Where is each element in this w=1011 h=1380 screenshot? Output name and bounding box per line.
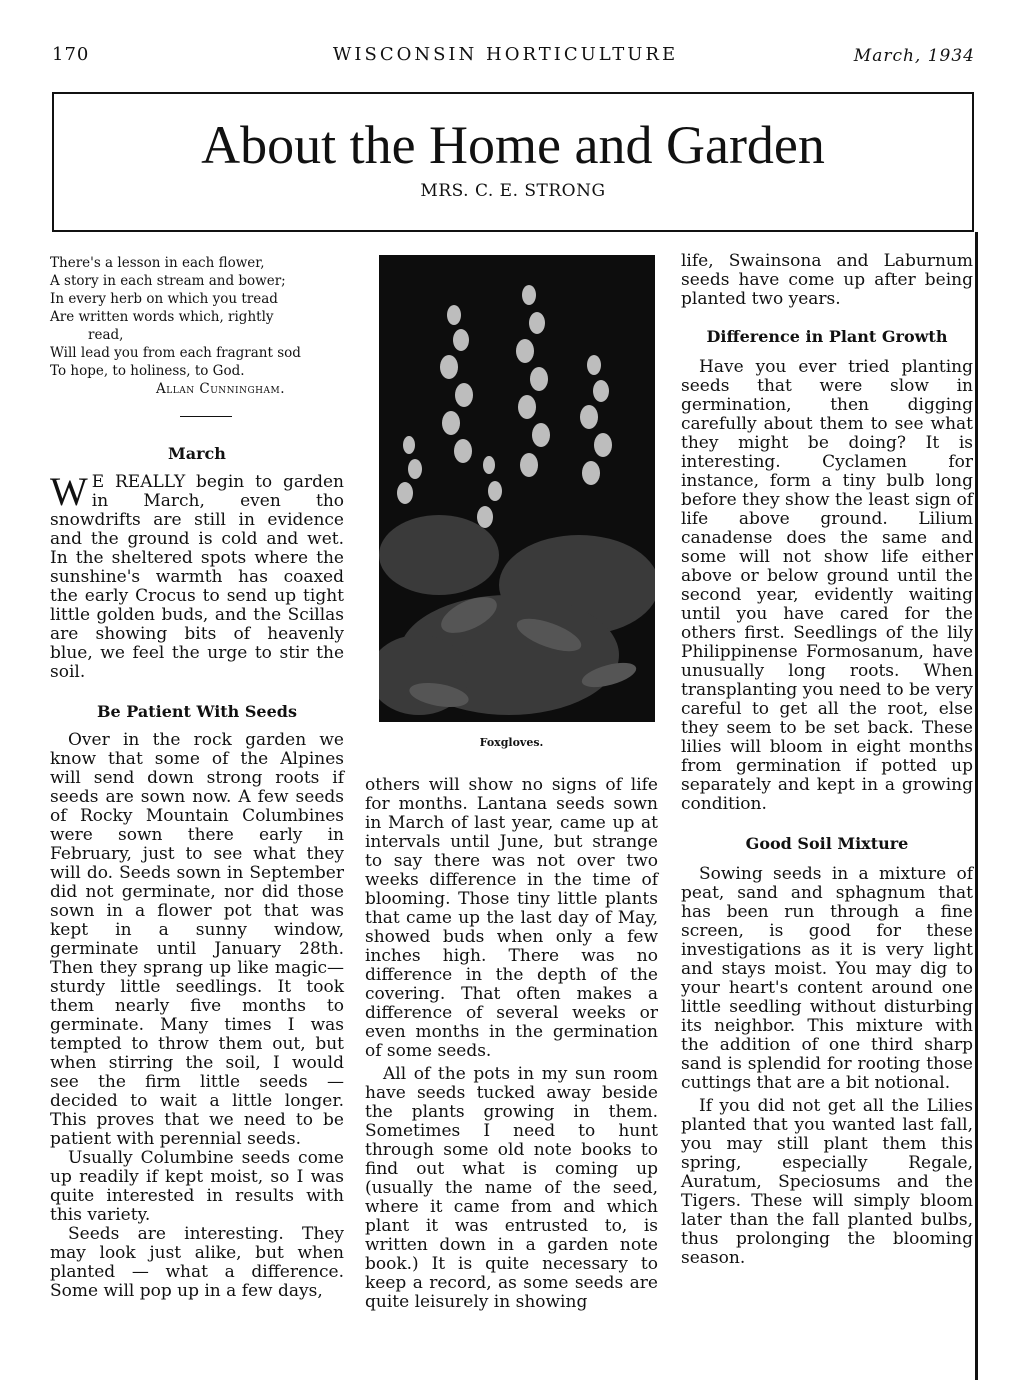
issue-date: March, 1934 <box>853 46 975 66</box>
page-number: 170 <box>52 44 90 65</box>
paragraph: Usually Columbine seeds come up readily if kept moist, so I was quite interested in results with this variety. <box>50 1148 344 1225</box>
article-title: About the Home and Garden <box>201 115 825 175</box>
paragraph: All of the pots in my sun room have seeds tucked away beside the plants growing in them. Sometimes I need to hunt through some old note books to find out what is coming up (usually the name of the seed, where it came from and which plant it was entrusted to, is written down in a garden note book.) It is quite necessary to keep a record, as some seeds are quite leisurely in showing <box>365 1064 658 1312</box>
page-edge-line <box>975 232 978 1380</box>
running-title: WISCONSIN HORTICULTURE <box>332 44 679 65</box>
poem-line: In every herb on which you tread <box>50 291 278 307</box>
paragraph: Sowing seeds in a mixture of peat, sand and sphagnum that has been run through a fine screen, is good for these investigations as it is very light and stays moist. You may dig to your heart's content around one little seedling without disturbing its neighbor. This mixture with the addition of one third sharp sand is splendid for rooting those cuttings that are a bit notional. <box>681 864 973 1093</box>
drop-cap: W <box>50 469 88 514</box>
poem-line: A story in each stream and bower; <box>50 273 286 289</box>
article-author: MRS. C. E. STRONG <box>420 181 606 201</box>
paragraph: Over in the rock garden we know that some of the Alpines will send down strong roots if seeds are sown now. A few seeds of Rocky Mountain Columbines were sown there early in February, just to see what they will do. Seeds sown in September did not germinate, nor did those sown in a flower pot that was kept in a sunny window, germinate until January 28th. Then they sprang up like magic—sturdy little seedlings. It took them nearly five months to germinate. Many times I was tempted to throw them out, but when stirring the soil, I would see the firm little seeds — decided to wait a little longer. This proves that we need to be patient with perennial seeds. <box>50 730 344 1149</box>
column-middle <box>365 776 658 1312</box>
section-heading-march: March <box>168 444 226 463</box>
paragraph: Have you ever tried planting seeds that were slow in germination, then digging carefully about them to see what they might be doing? It is interesting. Cyclamen for instance, form a tiny bulb long before they show the least sign of life above ground. Lilium canadense does the same and some will not show life either above or below ground until the second year, evidently waiting until you have cared for the others first. Seedlings of the lily Philippinense Formosanum, have unusually long roots. When transplanting you need to be very careful to get all the root, else they seem to be set back. These lilies will bloom in eight months from germination if potted up separately and kept in a growing condition. <box>681 357 973 814</box>
poem-line: To hope, to holiness, to God. <box>50 363 245 379</box>
poem-line: Are written words which, rightly <box>50 309 274 325</box>
poem-line: Will lead you from each fragrant sod <box>50 345 301 361</box>
separator-rule <box>180 416 232 417</box>
march-text: E REALLY begin to garden in March, even tho snowdrifts are still in evidence and the ground is cold and wet. In the sheltered spots where the sunshine's warmth has coaxed the early Crocus to send up tight little golden buds, and the Scillas are showing bits of heavenly blue, we feel the urge to stir the soil. <box>50 472 344 682</box>
photo-caption: Foxgloves. <box>479 736 544 749</box>
poem-line: There's a lesson in each flower, <box>50 255 265 271</box>
foxgloves-photo <box>379 255 655 722</box>
paragraph: life, Swainsona and Laburnum seeds have come up after being planted two years. <box>681 251 973 309</box>
column-left <box>50 444 344 1301</box>
column-right <box>681 252 973 1268</box>
section-heading-growth: Difference in Plant Growth <box>706 327 948 346</box>
poem <box>50 254 350 398</box>
march-paragraph <box>50 469 344 682</box>
title-box-rule <box>52 230 974 232</box>
paragraph: others will show no signs of life for months. Lantana seeds sown in March of last year, came up at intervals until June, but strange to say there was not over two weeks difference in the time of blooming. Those tiny little plants that came up the last day of May, showed buds when only a few inches high. There was no difference in the depth of the covering. That often makes a difference of several weeks or even months in the germination of some seeds. <box>365 775 658 1061</box>
foxgloves-illustration <box>379 255 655 722</box>
title-box <box>52 92 974 230</box>
poem-attribution: Allan Cunningham. <box>156 381 286 397</box>
paragraph: Seeds are interesting. They may look just alike, but when planted — what a difference. Some will pop up in a few days, <box>50 1224 344 1301</box>
section-heading-patient: Be Patient With Seeds <box>97 702 297 721</box>
poem-line: read, <box>88 327 124 343</box>
paragraph: If you did not get all the Lilies planted that you wanted last fall, you may still plant them this spring, especially Regale, Auratum, Speciosums and the Tigers. These will simply bloom later than the fall planted bulbs, thus prolonging the blooming season. <box>681 1096 973 1268</box>
section-heading-soil: Good Soil Mixture <box>745 834 909 853</box>
